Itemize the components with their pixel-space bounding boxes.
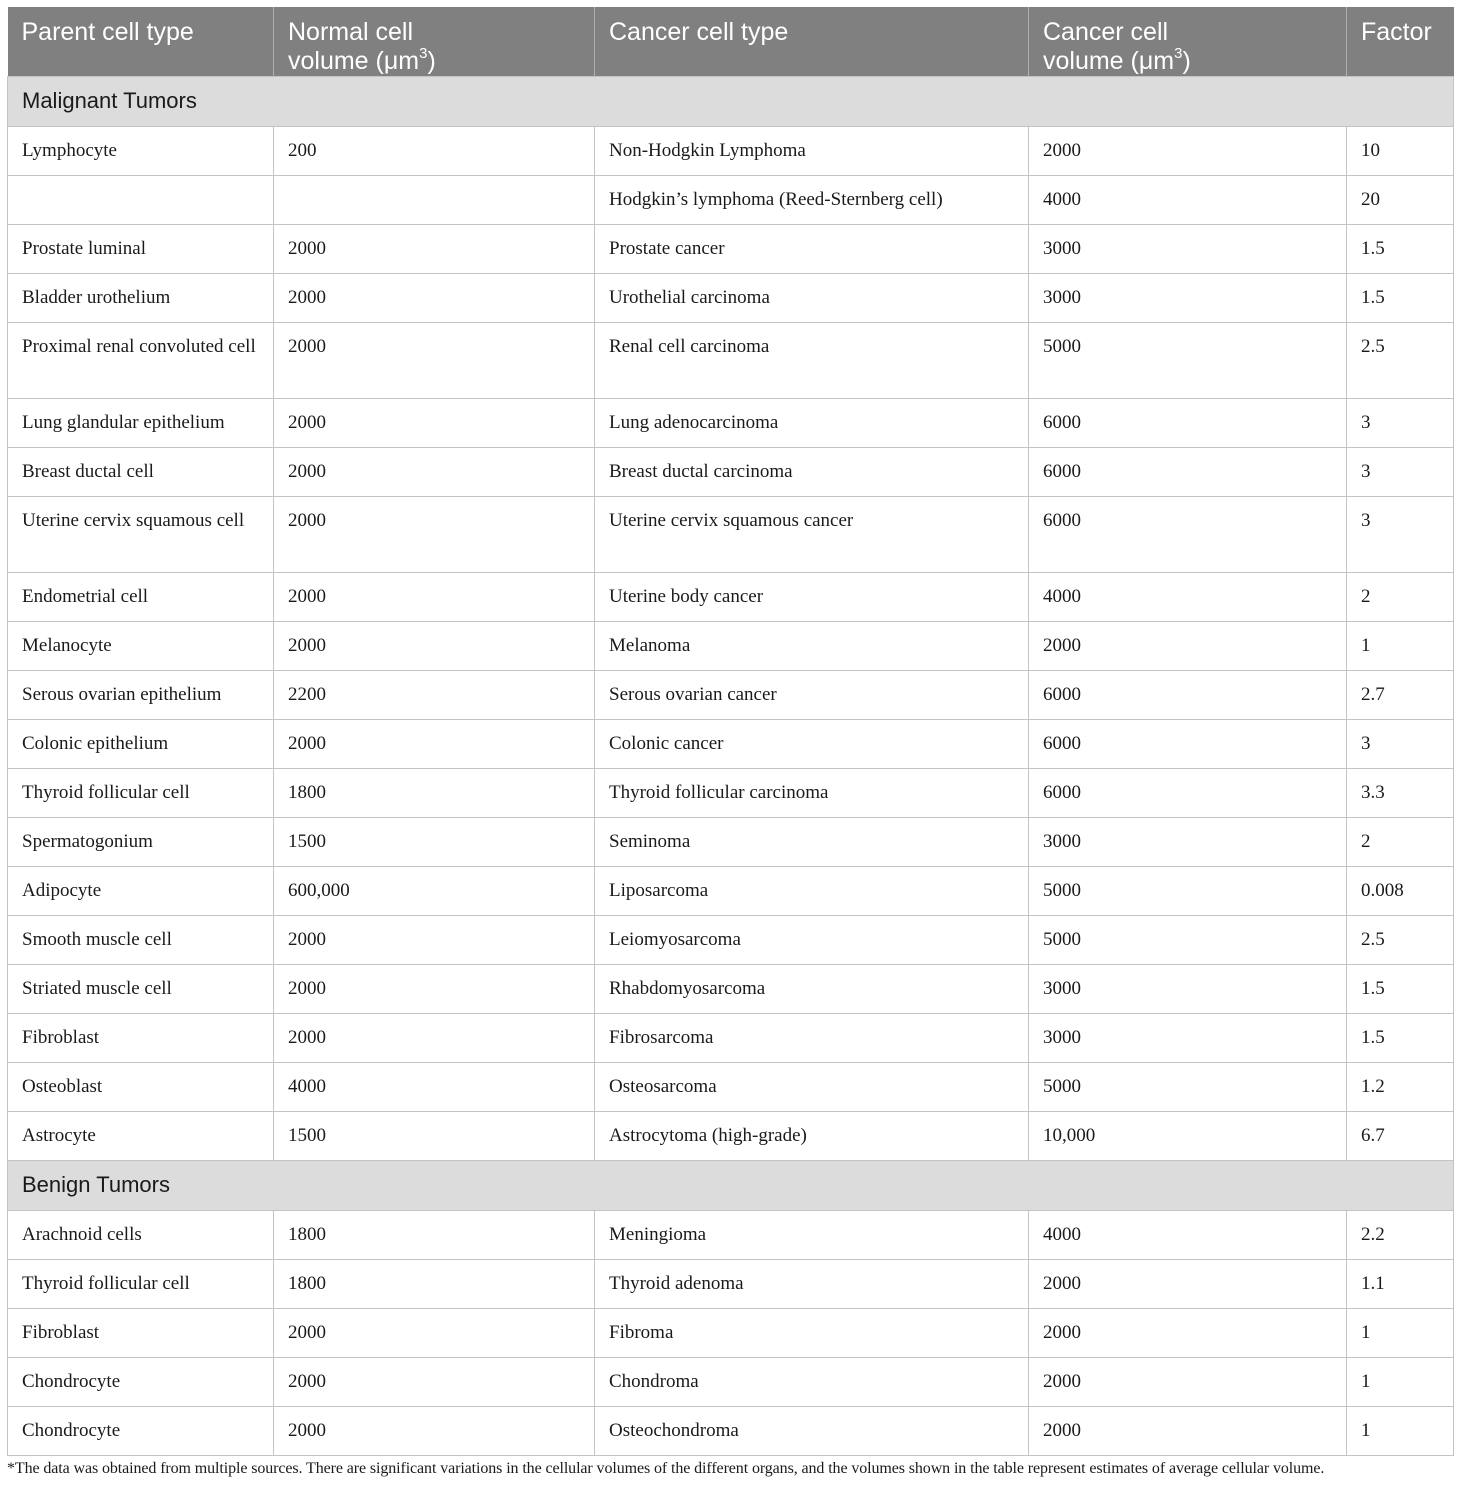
cell-cancer-type: Uterine cervix squamous cancer [595, 497, 1029, 573]
table-row [8, 867, 1454, 916]
cell-factor: 3.3 [1347, 769, 1454, 818]
cell-parent-type: Serous ovarian epithelium [8, 671, 274, 720]
cell-parent-type: Colonic epithelium [8, 720, 274, 769]
cell-parent-type: Thyroid follicular cell [8, 769, 274, 818]
cell-normal-volume: 1500 [274, 818, 595, 867]
header-parent-cell-type: Parent cell type [8, 7, 274, 77]
cell-cancer-volume: 2000 [1029, 1309, 1347, 1358]
cell-cancer-type: Liposarcoma [595, 867, 1029, 916]
table-row [8, 497, 1454, 573]
cell-normal-volume: 2000 [274, 965, 595, 1014]
cell-parent-type: Smooth muscle cell [8, 916, 274, 965]
cell-cancer-type: Thyroid follicular carcinoma [595, 769, 1029, 818]
table-row [8, 1260, 1454, 1309]
header-normal-exponent: 3 [419, 44, 428, 62]
cell-parent-type: Melanocyte [8, 622, 274, 671]
cell-cancer-volume: 4000 [1029, 1211, 1347, 1260]
cell-normal-volume: 600,000 [274, 867, 595, 916]
cell-parent-type: Fibroblast [8, 1309, 274, 1358]
cell-cancer-volume: 6000 [1029, 399, 1347, 448]
cell-cancer-type: Osteosarcoma [595, 1063, 1029, 1112]
table-row [8, 1211, 1454, 1260]
cell-parent-type: Chondrocyte [8, 1407, 274, 1456]
cell-parent-type: Endometrial cell [8, 573, 274, 622]
cell-normal-volume: 2000 [274, 622, 595, 671]
cell-cancer-type: Serous ovarian cancer [595, 671, 1029, 720]
cell-normal-volume: 1800 [274, 1211, 595, 1260]
table-row [8, 1309, 1454, 1358]
cell-parent-type: Bladder urothelium [8, 274, 274, 323]
cell-normal-volume: 2000 [274, 1407, 595, 1456]
header-normal-cell-volume [274, 7, 595, 77]
cell-parent-type: Spermatogonium [8, 818, 274, 867]
cell-cancer-type: Meningioma [595, 1211, 1029, 1260]
cell-cancer-volume: 2000 [1029, 1407, 1347, 1456]
cell-normal-volume: 2000 [274, 916, 595, 965]
header-normal-line1: Normal cell [288, 18, 414, 46]
cell-cancer-volume: 5000 [1029, 867, 1347, 916]
table-row [8, 1358, 1454, 1407]
cell-normal-volume: 2000 [274, 1358, 595, 1407]
cell-cancer-type: Seminoma [595, 818, 1029, 867]
table-row [8, 448, 1454, 497]
cell-factor: 1.1 [1347, 1260, 1454, 1309]
cell-normal-volume: 2000 [274, 399, 595, 448]
table-row [8, 818, 1454, 867]
table-container [7, 7, 1453, 1456]
cell-normal-volume: 1800 [274, 1260, 595, 1309]
table-row [8, 127, 1454, 176]
cell-parent-type [8, 176, 274, 225]
header-factor: Factor [1347, 7, 1454, 77]
table-row [8, 323, 1454, 399]
cell-cancer-type: Hodgkin’s lymphoma (Reed-Sternberg cell) [595, 176, 1029, 225]
cell-factor: 2 [1347, 818, 1454, 867]
header-cancer-exponent: 3 [1174, 44, 1183, 62]
cell-normal-volume: 2000 [274, 225, 595, 274]
cell-cancer-type: Breast ductal carcinoma [595, 448, 1029, 497]
cell-normal-volume: 1800 [274, 769, 595, 818]
cell-cancer-volume: 5000 [1029, 323, 1347, 399]
cell-factor: 2 [1347, 573, 1454, 622]
table-row [8, 671, 1454, 720]
cell-parent-type: Proximal renal convoluted cell [8, 323, 274, 399]
cell-normal-volume: 2000 [274, 1014, 595, 1063]
cell-cancer-type: Urothelial carcinoma [595, 274, 1029, 323]
cell-normal-volume [274, 176, 595, 225]
table-row [8, 176, 1454, 225]
cell-parent-type: Astrocyte [8, 1112, 274, 1161]
cell-cancer-type: Lung adenocarcinoma [595, 399, 1029, 448]
cell-normal-volume: 2000 [274, 323, 595, 399]
header-cancer-close: ) [1182, 47, 1191, 75]
cell-normal-volume: 2000 [274, 448, 595, 497]
cell-factor: 1 [1347, 1309, 1454, 1358]
cell-parent-type: Osteoblast [8, 1063, 274, 1112]
cell-normal-volume: 2000 [274, 573, 595, 622]
section-header-row [8, 77, 1454, 127]
cell-parent-type: Prostate luminal [8, 225, 274, 274]
table-row [8, 916, 1454, 965]
table-row [8, 225, 1454, 274]
cell-parent-type: Uterine cervix squamous cell [8, 497, 274, 573]
cell-factor: 1 [1347, 1358, 1454, 1407]
cell-cancer-type: Rhabdomyosarcoma [595, 965, 1029, 1014]
cell-cancer-type: Uterine body cancer [595, 573, 1029, 622]
header-normal-line2: volume (μm [288, 47, 420, 75]
cell-normal-volume: 2200 [274, 671, 595, 720]
cell-factor: 1.5 [1347, 1014, 1454, 1063]
cell-normal-volume: 2000 [274, 274, 595, 323]
cell-cancer-volume: 6000 [1029, 671, 1347, 720]
cell-volume-table [7, 7, 1454, 1456]
table-row [8, 1014, 1454, 1063]
table-body [8, 77, 1454, 1456]
cell-cancer-volume: 2000 [1029, 127, 1347, 176]
table-row [8, 1063, 1454, 1112]
cell-normal-volume: 1500 [274, 1112, 595, 1161]
cell-cancer-type: Chondroma [595, 1358, 1029, 1407]
cell-factor: 0.008 [1347, 867, 1454, 916]
cell-factor: 1.5 [1347, 225, 1454, 274]
cell-factor: 3 [1347, 399, 1454, 448]
cell-parent-type: Fibroblast [8, 1014, 274, 1063]
cell-cancer-volume: 5000 [1029, 916, 1347, 965]
header-cancer-cell-volume [1029, 7, 1347, 77]
cell-cancer-type: Colonic cancer [595, 720, 1029, 769]
cell-parent-type: Adipocyte [8, 867, 274, 916]
cell-factor: 1.5 [1347, 274, 1454, 323]
table-row [8, 1407, 1454, 1456]
cell-cancer-volume: 3000 [1029, 274, 1347, 323]
cell-factor: 20 [1347, 176, 1454, 225]
cell-cancer-type: Renal cell carcinoma [595, 323, 1029, 399]
header-cancer-cell-type: Cancer cell type [595, 7, 1029, 77]
cell-parent-type: Chondrocyte [8, 1358, 274, 1407]
section-header-row [8, 1161, 1454, 1211]
cell-parent-type: Lymphocyte [8, 127, 274, 176]
cell-parent-type: Striated muscle cell [8, 965, 274, 1014]
table-row [8, 274, 1454, 323]
table-row [8, 399, 1454, 448]
cell-cancer-type: Osteochondroma [595, 1407, 1029, 1456]
cell-cancer-type: Leiomyosarcoma [595, 916, 1029, 965]
cell-normal-volume: 2000 [274, 720, 595, 769]
table-row [8, 1112, 1454, 1161]
cell-cancer-volume: 2000 [1029, 1358, 1347, 1407]
cell-cancer-volume: 10,000 [1029, 1112, 1347, 1161]
cell-cancer-volume: 2000 [1029, 1260, 1347, 1309]
section-title: Malignant Tumors [8, 77, 1454, 127]
cell-parent-type: Thyroid follicular cell [8, 1260, 274, 1309]
cell-factor: 1.5 [1347, 965, 1454, 1014]
cell-factor: 1.2 [1347, 1063, 1454, 1112]
cell-parent-type: Breast ductal cell [8, 448, 274, 497]
header-row [8, 7, 1454, 77]
cell-normal-volume: 2000 [274, 497, 595, 573]
cell-cancer-volume: 2000 [1029, 622, 1347, 671]
cell-normal-volume: 4000 [274, 1063, 595, 1112]
cell-factor: 1 [1347, 1407, 1454, 1456]
table-footnote: *The data was obtained from multiple sources. There are significant variations in the cellular volumes of the different organs, and the volumes shown in the table represent estimates of average cellular volume. [7, 1460, 1325, 1477]
cell-cancer-volume: 6000 [1029, 497, 1347, 573]
cell-cancer-volume: 4000 [1029, 573, 1347, 622]
cell-cancer-volume: 3000 [1029, 225, 1347, 274]
cell-factor: 2.2 [1347, 1211, 1454, 1260]
cell-cancer-volume: 6000 [1029, 769, 1347, 818]
cell-cancer-type: Prostate cancer [595, 225, 1029, 274]
cell-normal-volume: 2000 [274, 1309, 595, 1358]
cell-cancer-type: Fibrosarcoma [595, 1014, 1029, 1063]
cell-factor: 6.7 [1347, 1112, 1454, 1161]
header-normal-close: ) [427, 47, 436, 75]
cell-cancer-volume: 3000 [1029, 818, 1347, 867]
cell-cancer-volume: 3000 [1029, 1014, 1347, 1063]
cell-cancer-volume: 5000 [1029, 1063, 1347, 1112]
cell-normal-volume: 200 [274, 127, 595, 176]
cell-factor: 3 [1347, 720, 1454, 769]
table-row [8, 720, 1454, 769]
table-row [8, 769, 1454, 818]
cell-cancer-type: Non-Hodgkin Lymphoma [595, 127, 1029, 176]
cell-factor: 2.5 [1347, 916, 1454, 965]
cell-cancer-type: Astrocytoma (high-grade) [595, 1112, 1029, 1161]
cell-cancer-type: Fibroma [595, 1309, 1029, 1358]
cell-factor: 3 [1347, 448, 1454, 497]
cell-cancer-volume: 6000 [1029, 720, 1347, 769]
cell-factor: 2.5 [1347, 323, 1454, 399]
cell-parent-type: Lung glandular epithelium [8, 399, 274, 448]
cell-factor: 3 [1347, 497, 1454, 573]
cell-cancer-volume: 4000 [1029, 176, 1347, 225]
table-row [8, 573, 1454, 622]
header-cancer-line2: volume (μm [1043, 47, 1175, 75]
cell-factor: 2.7 [1347, 671, 1454, 720]
cell-cancer-volume: 3000 [1029, 965, 1347, 1014]
section-title: Benign Tumors [8, 1161, 1454, 1211]
cell-factor: 10 [1347, 127, 1454, 176]
table-row [8, 622, 1454, 671]
cell-cancer-type: Melanoma [595, 622, 1029, 671]
cell-factor: 1 [1347, 622, 1454, 671]
table-row [8, 965, 1454, 1014]
cell-parent-type: Arachnoid cells [8, 1211, 274, 1260]
cell-cancer-type: Thyroid adenoma [595, 1260, 1029, 1309]
cell-cancer-volume: 6000 [1029, 448, 1347, 497]
header-cancer-line1: Cancer cell [1043, 18, 1169, 46]
